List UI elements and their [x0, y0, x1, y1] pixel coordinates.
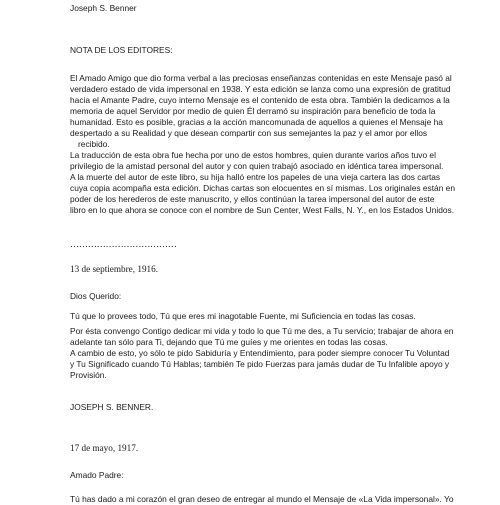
- text-line: libro en lo que ahora se conoce con el nombre de Sun Center, West Falls, N. Y., en los Estados Unidos.: [70, 205, 455, 215]
- text-line: poder de los herederos de este manuscrito, y ellos continúan la tarea impersonal del autor de este: [70, 194, 435, 204]
- letter1-salutation: Dios Querido:: [70, 291, 122, 301]
- text-line: A cambio de esto, yo sólo te pido Sabiduría y Entendimiento, para poder siempre conocer Tu Voluntad: [70, 348, 450, 358]
- text-line: verdadero estado de vida impersonal en 1938. Y esta edición se lanza como una expresión de gratitud: [70, 84, 451, 94]
- text-line: recibido.: [78, 139, 110, 149]
- text-line: La traducción de esta obra fue hecha por uno de estos hombres, quien durante varios años tuvo el: [70, 150, 436, 160]
- letter1-date: 13 de septiembre, 1916.: [70, 264, 159, 274]
- letter2-date: 17 de mayo, 1917.: [70, 443, 139, 453]
- text-line: Provisión.: [70, 370, 107, 380]
- letter2-first-line: Tú has dado a mi corazón el gran deseo de entregar al mundo el Mensaje de «La Vida impersonal». Yo: [70, 494, 454, 504]
- text-line: cuya copia acompaña esta edición. Dichas cartas son elocuentes en sí mismas. Los originales están en: [70, 183, 455, 193]
- text-line: Tú que lo provees todo, Tú que eres mi inagotable Fuente, mi Suficiencia en todas las cosas.: [70, 311, 416, 321]
- editors-note-heading: NOTA DE LOS EDITORES:: [70, 45, 173, 55]
- editors-note-paragraph-2: [70, 150, 495, 216]
- letter1-signature: JOSEPH S. BENNER.: [70, 402, 154, 412]
- text-line: y Tu Significado cuando Tú Hablas; también Te pido Fuerzas para jamás dudar de Tu Infalible apoyo y: [70, 359, 450, 369]
- text-line: A la muerte del autor de este libro, su hija halló entre los papeles de una vieja cartera las dos cartas: [70, 172, 441, 182]
- text-line: El Amado Amigo que dio forma verbal a las preciosas enseñanzas contenidas en este Mensaje pasó al: [70, 73, 452, 83]
- text-line: memoria de aquel Servidor por medio de quien Él derramó su inspiración para beneficio de toda la: [70, 106, 436, 116]
- letter1-body: [70, 311, 495, 381]
- text-line: Por ésta convengo Contigo dedicar mi vida y todo lo que Tú me des, a Tu servicio; trabajar de ahora en: [70, 326, 454, 336]
- editors-note-paragraph-1: [70, 73, 495, 150]
- separator: ………………………………: [70, 239, 177, 249]
- text-line: adelante tan sólo para Ti, dejando que Tú me guíes y me orientes en todas las cosas.: [70, 337, 388, 347]
- text-line: hacia el Amante Padre, cuyo interno Mensaje es el contenido de esta obra. También la dedicamos a la: [70, 95, 450, 105]
- text-line: despertado a su Realidad y que desean compartir con sus semejantes la paz y el amor por ellos: [70, 128, 428, 138]
- text-line: humanidad. Esto es posible, gracias a la acción mancomunada de aquellos a quienes el Mensaje ha: [70, 117, 443, 127]
- header-author: Joseph S. Benner: [70, 3, 137, 13]
- letter2-salutation: Amado Padre:: [70, 470, 124, 480]
- text-line: privilegio de la amistad personal del autor y con quien trabajó asociado en idéntica tarea impersonal.: [70, 161, 444, 171]
